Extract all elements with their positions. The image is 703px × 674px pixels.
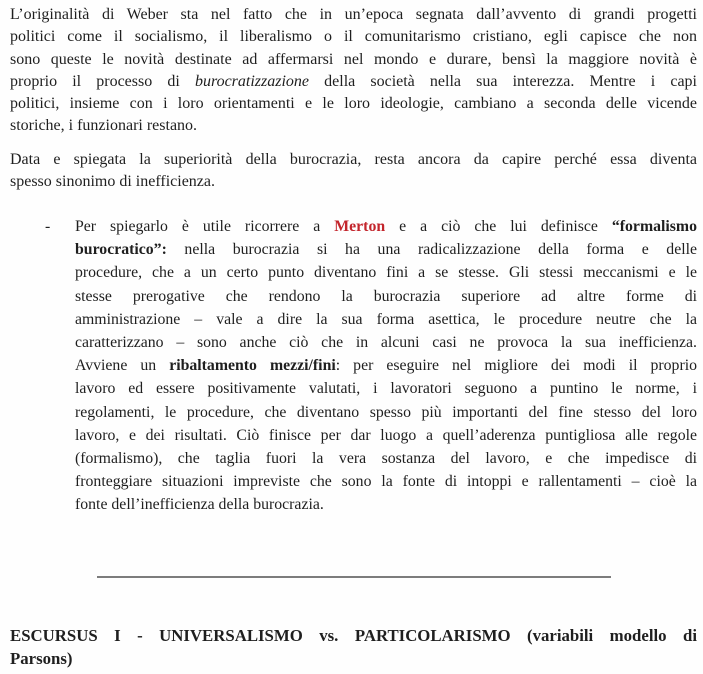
merton-bullet-line-7: Avviene un ribaltamento mezzi/fini: per eseguire nel migliore dei modi il proprio xyxy=(75,357,698,375)
merton-bullet-line-9: regolamenti, le procedure, che diventano spesso più importanti del fine stesso del loro xyxy=(75,403,697,421)
merton-bullet-line-4: stesse prerogative che rendono la burocrazia superiore ad altre forme di xyxy=(75,287,697,305)
superiority-paragraph xyxy=(10,149,697,194)
intro-paragraph xyxy=(10,4,697,138)
merton-bullet-lines xyxy=(75,215,697,517)
intro-paragraph-line-4: proprio il processo di burocratizzazione della società nella sua interezza. Mentre i capi xyxy=(10,72,697,90)
escursus-heading xyxy=(10,624,697,670)
escursus-heading-line-2: Parsons) xyxy=(10,649,73,668)
merton-bullet-line-1: Per spiegarlo è utile ricorrere a Merton e a ciò che lui definisce “formalismo xyxy=(75,218,697,235)
merton-bullet-line-13: fonte dell’inefficienza della burocrazia. xyxy=(75,496,324,514)
intro-paragraph-lines xyxy=(10,4,697,138)
merton-bullet-line-12: fronteggiare situazioni impreviste che sono la fonte di intoppi e rallentamenti – cioè la xyxy=(75,473,697,491)
escursus-heading-line-1: ESCURSUS I - UNIVERSALISMO vs. PARTICOLARISMO (variabili modello di xyxy=(10,626,697,645)
bullet-marker: - xyxy=(45,218,51,235)
merton-highlight: Merton xyxy=(334,218,386,235)
merton-bullet-line-11: (formalismo), che taglia fuori la vera sostanza del lavoro, e che impedisce di xyxy=(75,450,697,468)
separator-rule xyxy=(97,576,611,578)
superiority-paragraph-line-2: spesso sinonimo di inefficienza. xyxy=(10,173,215,191)
escursus-heading-lines xyxy=(10,624,697,670)
merton-bullet-line-8: lavoro ed essere positivamente valutati, i lavoratori seguono a puntino le norme, i xyxy=(75,380,697,398)
intro-paragraph-line-3: sono queste le novità destinate ad affermarsi nel mondo e durare, bensì la maggiore novità è xyxy=(10,50,697,68)
merton-bullet-line-2: burocratico”: nella burocrazia si ha una radicalizzazione della forma e delle xyxy=(75,241,697,259)
merton-bullet xyxy=(10,215,697,517)
merton-bullet-line-5: amministrazione – vale a dire la sua forma asettica, le procedure neutre che la xyxy=(75,310,697,328)
intro-paragraph-line-5: politici, insieme con i loro orientamenti e le loro ideologie, cambiano a seconda delle vicende xyxy=(10,95,697,113)
merton-bullet-line-10: lavoro, e dei risultati. Ciò finisce per dar luogo a quell’aderenza puntigliosa alle regole xyxy=(75,426,697,444)
intro-paragraph-line-2: politici come il socialismo, il liberalismo o il comunitarismo cristiano, egli capisce che non xyxy=(10,28,697,46)
merton-bullet-line-6: caratterizzano – sono anche ciò che in alcuni casi ne provoca la sua inefficienza. xyxy=(75,334,697,352)
intro-paragraph-line-6: storiche, i funzionari restano. xyxy=(10,117,198,135)
superiority-paragraph-lines xyxy=(10,149,697,194)
merton-bullet-line-3: procedure, che a un certo punto diventano fini a se stesse. Gli stessi meccanismi e le xyxy=(75,264,697,282)
intro-paragraph-line-1: L’originalità di Weber sta nel fatto che in un’epoca segnata dall’avvento di grandi progetti xyxy=(10,6,697,23)
superiority-paragraph-line-1: Data e spiegata la superiorità della burocrazia, resta ancora da capire perché essa diventa xyxy=(10,151,697,168)
